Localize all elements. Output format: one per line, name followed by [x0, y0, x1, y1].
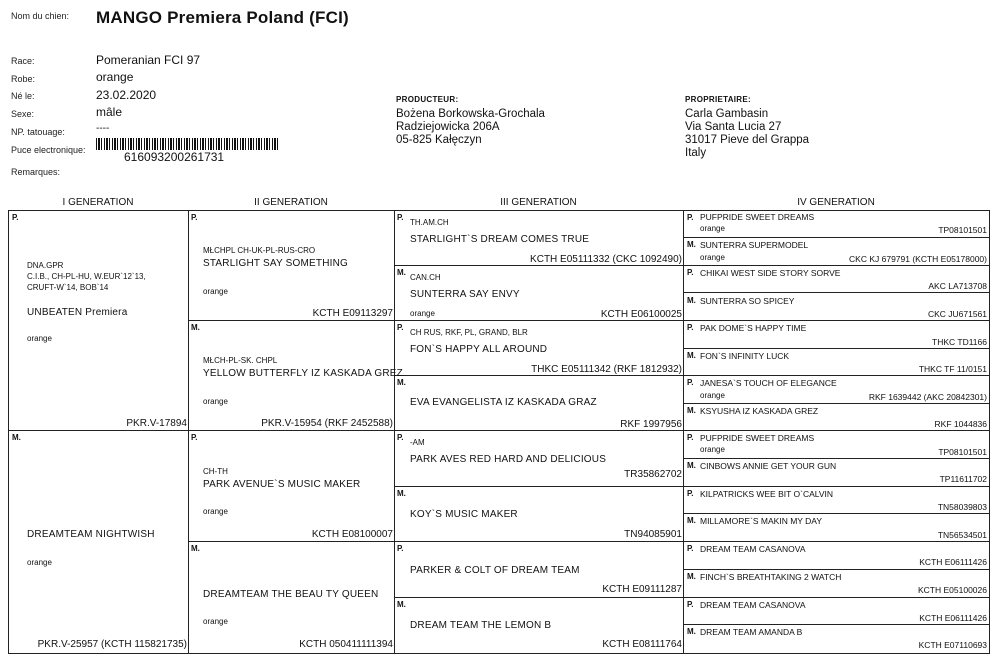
sex-marker: M.	[687, 627, 696, 636]
dog-color: orange	[203, 397, 228, 406]
dog-name: MANGO Premiera Poland (FCI)	[96, 8, 349, 27]
sex-marker: P.	[191, 213, 198, 222]
dog-registration: KCTH E05100026	[918, 585, 987, 595]
grid-hline	[8, 653, 990, 654]
dog-name: DREAMTEAM THE BEAU TY QUEEN	[203, 589, 379, 600]
sex-marker: M.	[687, 296, 696, 305]
dog-registration: RKF 1997956	[620, 419, 682, 430]
dog-titles: MŁCH-PL-SK. CHPL	[203, 356, 278, 365]
sex-marker: M.	[397, 268, 406, 277]
dog-name: CINBOWS ANNIE GET YOUR GUN	[700, 461, 837, 471]
owner-line-4: Italy	[685, 147, 707, 159]
dog-name: FON`S HAPPY ALL AROUND	[410, 344, 548, 355]
dog-name: KILPATRICKS WEE BIT O`CALVIN	[700, 489, 834, 499]
grid-hline	[683, 624, 989, 625]
dog-name: PARKER & COLT OF DREAM TEAM	[410, 565, 580, 576]
dog-registration: KCTH 050411111394	[299, 639, 393, 650]
dog-name: SUNTERRA SO SPICEY	[700, 296, 795, 306]
sex-marker: P.	[687, 600, 694, 609]
grid-hline	[683, 458, 989, 459]
field-value-chip: 616093200261731	[124, 150, 225, 164]
dog-name: PARK AVENUE`S MUSIC MAKER	[203, 479, 361, 490]
dog-name: PUFPRIDE SWEET DREAMS	[700, 433, 815, 443]
dog-name: KOY`S MUSIC MAKER	[410, 509, 518, 520]
field-label-race: Race:	[11, 56, 35, 66]
sex-marker: P.	[687, 323, 694, 332]
dog-color: orange	[700, 445, 725, 454]
grid-vline	[394, 210, 395, 654]
generation-header-1: I GENERATION	[62, 197, 134, 208]
dog-name: YELLOW BUTTERFLY IZ KASKADA GREZ	[203, 368, 403, 379]
sex-marker: M.	[191, 323, 200, 332]
dog-registration: CKC KJ 679791 (KCTH E05178000)	[849, 254, 987, 264]
dog-registration: THKC E05111342 (RKF 1812932)	[531, 364, 682, 375]
sex-marker: M.	[687, 406, 696, 415]
grid-hline	[394, 597, 989, 598]
sex-marker: P.	[687, 268, 694, 277]
dog-color: orange	[700, 391, 725, 400]
dog-registration: TP08101501	[938, 447, 987, 457]
dog-name: CHIKAI WEST SIDE STORY SORVE	[700, 268, 841, 278]
dog-registration: TR35862702	[624, 469, 682, 480]
dog-name-label: Nom du chien:	[11, 11, 70, 21]
dog-color: orange	[203, 287, 228, 296]
dog-name: FON`S INFINITY LUCK	[700, 351, 790, 361]
producer-heading: PRODUCTEUR:	[396, 95, 459, 104]
dog-name: SUNTERRA SUPERMODEL	[700, 240, 809, 250]
dog-registration: TN56534501	[937, 530, 987, 540]
dam-name: DREAMTEAM NIGHTWISH	[27, 529, 155, 540]
sex-marker: M.	[687, 240, 696, 249]
sex-marker: M.	[397, 600, 406, 609]
dog-name: KSYUSHA IZ KASKADA GREZ	[700, 406, 819, 416]
sex-marker: M.	[397, 489, 406, 498]
dog-titles: MŁCHPL CH-UK-PL-RUS-CRO	[203, 246, 316, 255]
dog-registration: KCTH E05111332 (CKC 1092490)	[530, 254, 682, 265]
sex-marker: M.	[397, 378, 406, 387]
dog-registration: PKR.V-15954 (RKF 2452588)	[261, 418, 393, 429]
dog-color: orange	[700, 224, 725, 233]
generation-header-4: IV GENERATION	[797, 197, 875, 208]
dog-registration: KCTH E09111287	[602, 584, 682, 595]
dog-registration: TP11611702	[939, 474, 987, 484]
dog-titles: -AM	[410, 438, 425, 447]
dog-name: SUNTERRA SAY ENVY	[410, 289, 520, 300]
dam-registration: PKR.V-25957 (KCTH 115821735)	[37, 639, 187, 650]
dog-registration: KCTH E06111426	[919, 557, 987, 567]
owner-heading: PROPRIETAIRE:	[685, 95, 751, 104]
sex-marker: P.	[687, 378, 694, 387]
grid-hline	[683, 348, 989, 349]
dog-name: JANESA`S TOUCH OF ELEGANCE	[700, 378, 837, 388]
dog-name: PUFPRIDE SWEET DREAMS	[700, 212, 815, 222]
generation-header-2: II GENERATION	[254, 197, 328, 208]
sex-marker: P.	[397, 213, 404, 222]
dog-registration: RKF 1639442 (AKC 20842301)	[868, 392, 987, 402]
dog-color: orange	[700, 253, 725, 262]
dog-color: orange	[203, 617, 228, 626]
field-label-robe: Robe:	[11, 74, 36, 84]
field-label-birth: Né le:	[11, 91, 35, 101]
sex-marker: P.	[687, 544, 694, 553]
producer-line-1: Bożena Borkowska-Grochala	[396, 108, 545, 120]
grid-vline	[683, 210, 684, 654]
dog-color: orange	[203, 507, 228, 516]
grid-hline	[394, 375, 989, 376]
field-label-remarks: Remarques:	[11, 167, 61, 177]
sire-color: orange	[27, 334, 52, 343]
chip-barcode	[96, 138, 278, 150]
sex-marker: P.	[397, 544, 404, 553]
field-label-chip: Puce electronique:	[11, 145, 86, 155]
dog-registration: KCTH E08100007	[311, 529, 393, 540]
dam-color: orange	[27, 558, 52, 567]
dog-name: DREAM TEAM AMANDA B	[700, 627, 803, 637]
dog-registration: KCTH E08111764	[602, 639, 682, 650]
grid-hline	[188, 541, 989, 542]
dog-name: EVA EVANGELISTA IZ KASKADA GRAZ	[410, 397, 597, 408]
sex-marker: P.	[397, 433, 404, 442]
dog-registration: TP08101501	[938, 225, 987, 235]
dog-registration: AKC LA713708	[928, 281, 987, 291]
dog-registration: KCTH E07110693	[918, 640, 987, 650]
grid-vline	[989, 210, 990, 654]
owner-line-3: 31017 Pieve del Grappa	[685, 134, 810, 146]
grid-hline	[683, 237, 989, 238]
sex-marker: M.	[687, 572, 696, 581]
sex-marker: P.	[12, 213, 19, 222]
dog-titles: CAN.CH	[410, 273, 441, 282]
dog-titles: CH RUS, RKF, PL, GRAND, BLR	[410, 328, 528, 337]
dog-name: FINCH`S BREATHTAKING 2 WATCH	[700, 572, 842, 582]
owner-line-1: Carla Gambasin	[685, 108, 769, 120]
field-value-tattoo: ----	[96, 123, 110, 134]
dog-titles: TH.AM.CH	[410, 218, 449, 227]
producer-line-2: Radziejowicka 206A	[396, 121, 500, 133]
grid-hline	[683, 569, 989, 570]
field-value-birth: 23.02.2020	[96, 88, 157, 102]
sire-registration: PKR.V-17894	[126, 418, 187, 429]
dog-name: PAK DOME`S HAPPY TIME	[700, 323, 807, 333]
field-value-robe: orange	[96, 70, 134, 84]
grid-hline	[8, 430, 989, 431]
sire-titles: DNA.GPR C.I.B., CH-PL-HU, W.EUR`12`13, CRUFT-W`14, BOB`14	[27, 261, 146, 292]
sex-marker: P.	[191, 433, 198, 442]
generation-header-3: III GENERATION	[500, 197, 577, 208]
dog-name: DREAM TEAM CASANOVA	[700, 544, 806, 554]
grid-hline	[188, 320, 989, 321]
grid-vline	[8, 210, 9, 654]
sex-marker: P.	[397, 323, 404, 332]
dog-name: MILLAMORE`S MAKIN MY DAY	[700, 516, 823, 526]
grid-hline	[683, 513, 989, 514]
field-label-sex: Sexe:	[11, 109, 35, 119]
dog-registration: THKC TF 11/0151	[918, 364, 987, 374]
sex-marker: M.	[687, 351, 696, 360]
dog-name: DREAM TEAM CASANOVA	[700, 600, 806, 610]
sex-marker: M.	[687, 461, 696, 470]
field-label-tattoo: NP. tatouage:	[11, 127, 65, 137]
sex-marker: M.	[191, 544, 200, 553]
dog-registration: CKC JU671561	[927, 309, 987, 319]
sex-marker: P.	[687, 213, 694, 222]
grid-hline	[394, 486, 989, 487]
dog-name: STARLIGHT`S DREAM COMES TRUE	[410, 234, 590, 245]
dog-registration: THKC TD1166	[932, 337, 987, 347]
sex-marker: M.	[687, 516, 696, 525]
dog-registration: TN94085901	[624, 529, 682, 540]
field-value-race: Pomeranian FCI 97	[96, 53, 201, 67]
field-value-sex: mâle	[96, 105, 123, 119]
sex-marker: P.	[687, 433, 694, 442]
dog-name: STARLIGHT SAY SOMETHING	[203, 258, 348, 269]
dog-color: orange	[410, 309, 435, 318]
dog-registration: KCTH E06100025	[600, 309, 682, 320]
dog-titles: CH-TH	[203, 467, 228, 476]
grid-vline	[188, 210, 189, 654]
dog-registration: KCTH E06111426	[919, 613, 987, 623]
dog-registration: TN58039803	[937, 502, 987, 512]
sex-marker: P.	[687, 489, 694, 498]
grid-hline	[394, 265, 989, 266]
sire-name: UNBEATEN Premiera	[27, 307, 128, 318]
producer-line-3: 05-825 Kałęczyn	[396, 134, 482, 146]
grid-hline	[683, 403, 989, 404]
dog-registration: KCTH E09113297	[312, 308, 393, 319]
owner-line-2: Via Santa Lucia 27	[685, 121, 782, 133]
dog-registration: RKF 1044836	[934, 419, 987, 429]
dog-name: PARK AVES RED HARD AND DELICIOUS	[410, 454, 607, 465]
dog-name: DREAM TEAM THE LEMON B	[410, 620, 552, 631]
grid-hline	[8, 210, 990, 211]
grid-hline	[683, 292, 989, 293]
sex-marker: M.	[12, 433, 21, 442]
